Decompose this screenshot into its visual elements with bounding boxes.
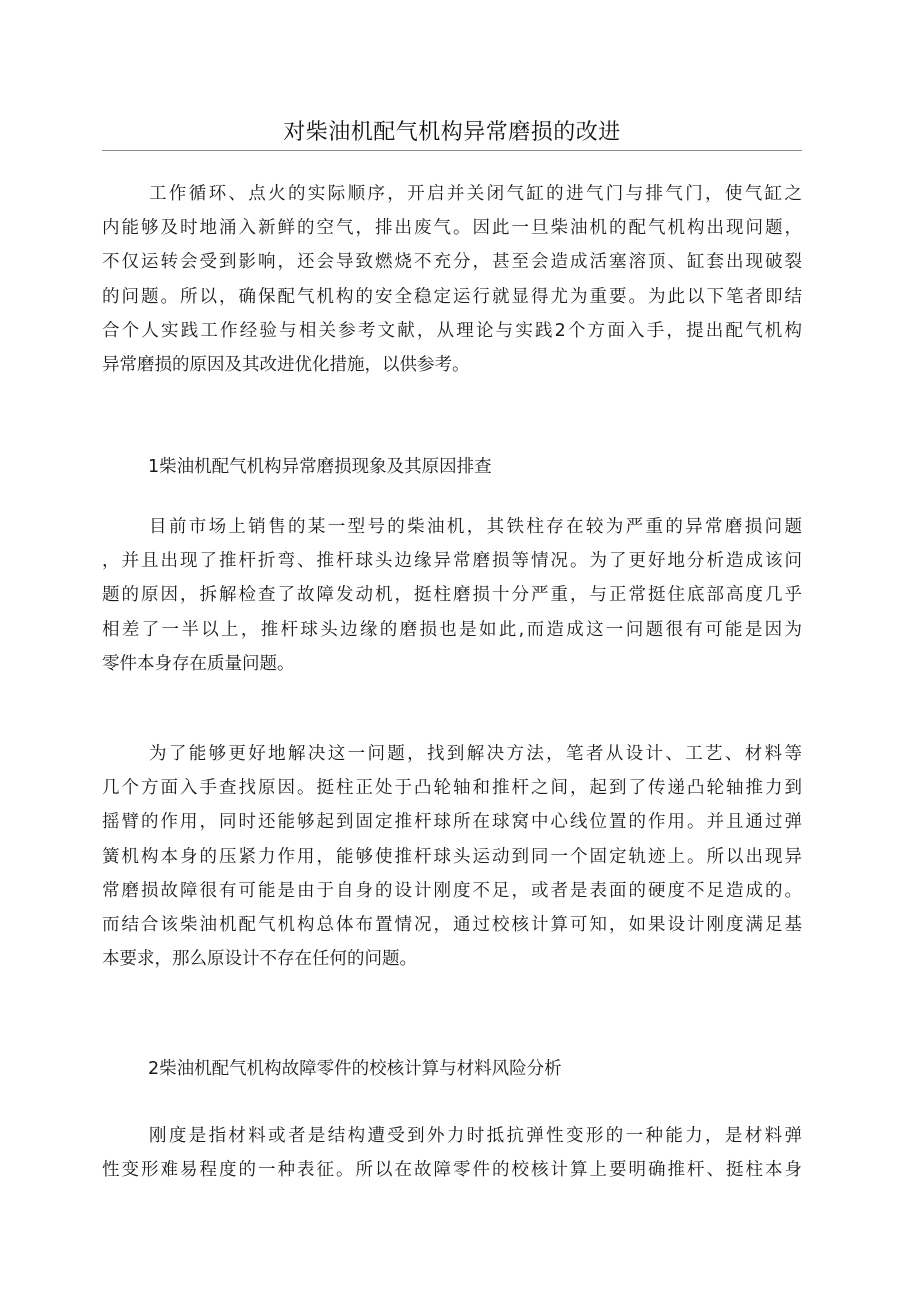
text-line: 不仅运转会受到影响，还会导致燃烧不充分，甚至会造成活塞溶顶、缸套出现破裂 (102, 252, 802, 273)
text-line: 几个方面入手查找原因。挺柱正处于凸轮轴和推杆之间，起到了传递凸轮轴推力到 (102, 778, 802, 799)
text-line: 内能够及时地涌入新鲜的空气，排出废气。因此一旦柴油机的配气机构出现问题， (102, 218, 802, 239)
text-line: 的问题。所以，确保配气机构的安全稳定运行就显得尤为重要。为此以下笔者即结 (102, 286, 802, 307)
text-line: 目前市场上销售的某一型号的柴油机，其铁柱存在较为严重的异常磨损问题 (149, 517, 802, 537)
text-line: 零件本身存在质量问题。 (102, 653, 295, 674)
text-line: 本要求，那么原设计不存在任何的问题。 (102, 949, 417, 970)
text-line: 性变形难易程度的一种表征。所以在故障零件的校核计算上要明确推杆、挺柱本身 (102, 1160, 802, 1181)
paragraph-section2 (102, 1119, 802, 1187)
title-underline (102, 150, 802, 151)
text-line: ，并且出现了推杆折弯、推杆球头边缘异常磨损等情况。为了更好地分析造成该问 (102, 551, 802, 572)
text-line: 合个人实践工作经验与相关参考文献，从理论与实践2个方面入手，提出配气机构 (102, 320, 802, 341)
text-line: 摇臂的作用，同时还能够起到固定推杆球所在球窝中心线位置的作用。并且通过弹 (102, 812, 802, 833)
text-line: 题的原因，拆解检查了故障发动机，挺柱磨损十分严重，与正常挺住底部高度几乎 (102, 585, 802, 606)
text-line: 而结合该柴油机配气机构总体布置情况，通过校核计算可知，如果设计刚度满足基 (102, 915, 802, 936)
section-heading-2: 2柴油机配气机构故障零件的校核计算与材料风险分析 (148, 1059, 562, 1079)
document-title: 对柴油机配气机构异常磨损的改进 (283, 120, 621, 145)
paragraph-section1-a (102, 510, 802, 681)
section-heading-1: 1柴油机配气机构异常磨损现象及其原因排查 (148, 457, 492, 477)
text-line: 工作循环、点火的实际顺序，开启并关闭气缸的进气门与排气门，使气缸之 (149, 184, 802, 204)
text-line: 常磨损故障很有可能是由于自身的设计刚度不足，或者是表面的硬度不足造成的。 (102, 880, 802, 901)
text-line: 簧机构本身的压紧力作用，能够使推杆球头运动到同一个固定轨迹上。所以出现异 (102, 846, 802, 867)
text-line: 为了能够更好地解决这一问题，找到解决方法，笔者从设计、工艺、材料等 (149, 744, 802, 764)
paragraph-intro (102, 177, 802, 382)
text-line: 相差了一半以上，推杆球头边缘的磨损也是如此,而造成这一问题很有可能是因为 (102, 619, 802, 640)
paragraph-section1-b (102, 737, 802, 976)
text-line: 异常磨损的原因及其改进优化措施，以供参考。 (102, 355, 470, 376)
text-line: 刚度是指材料或者是结构遭受到外力时抵抗弹性变形的一种能力，是材料弹 (149, 1126, 802, 1146)
